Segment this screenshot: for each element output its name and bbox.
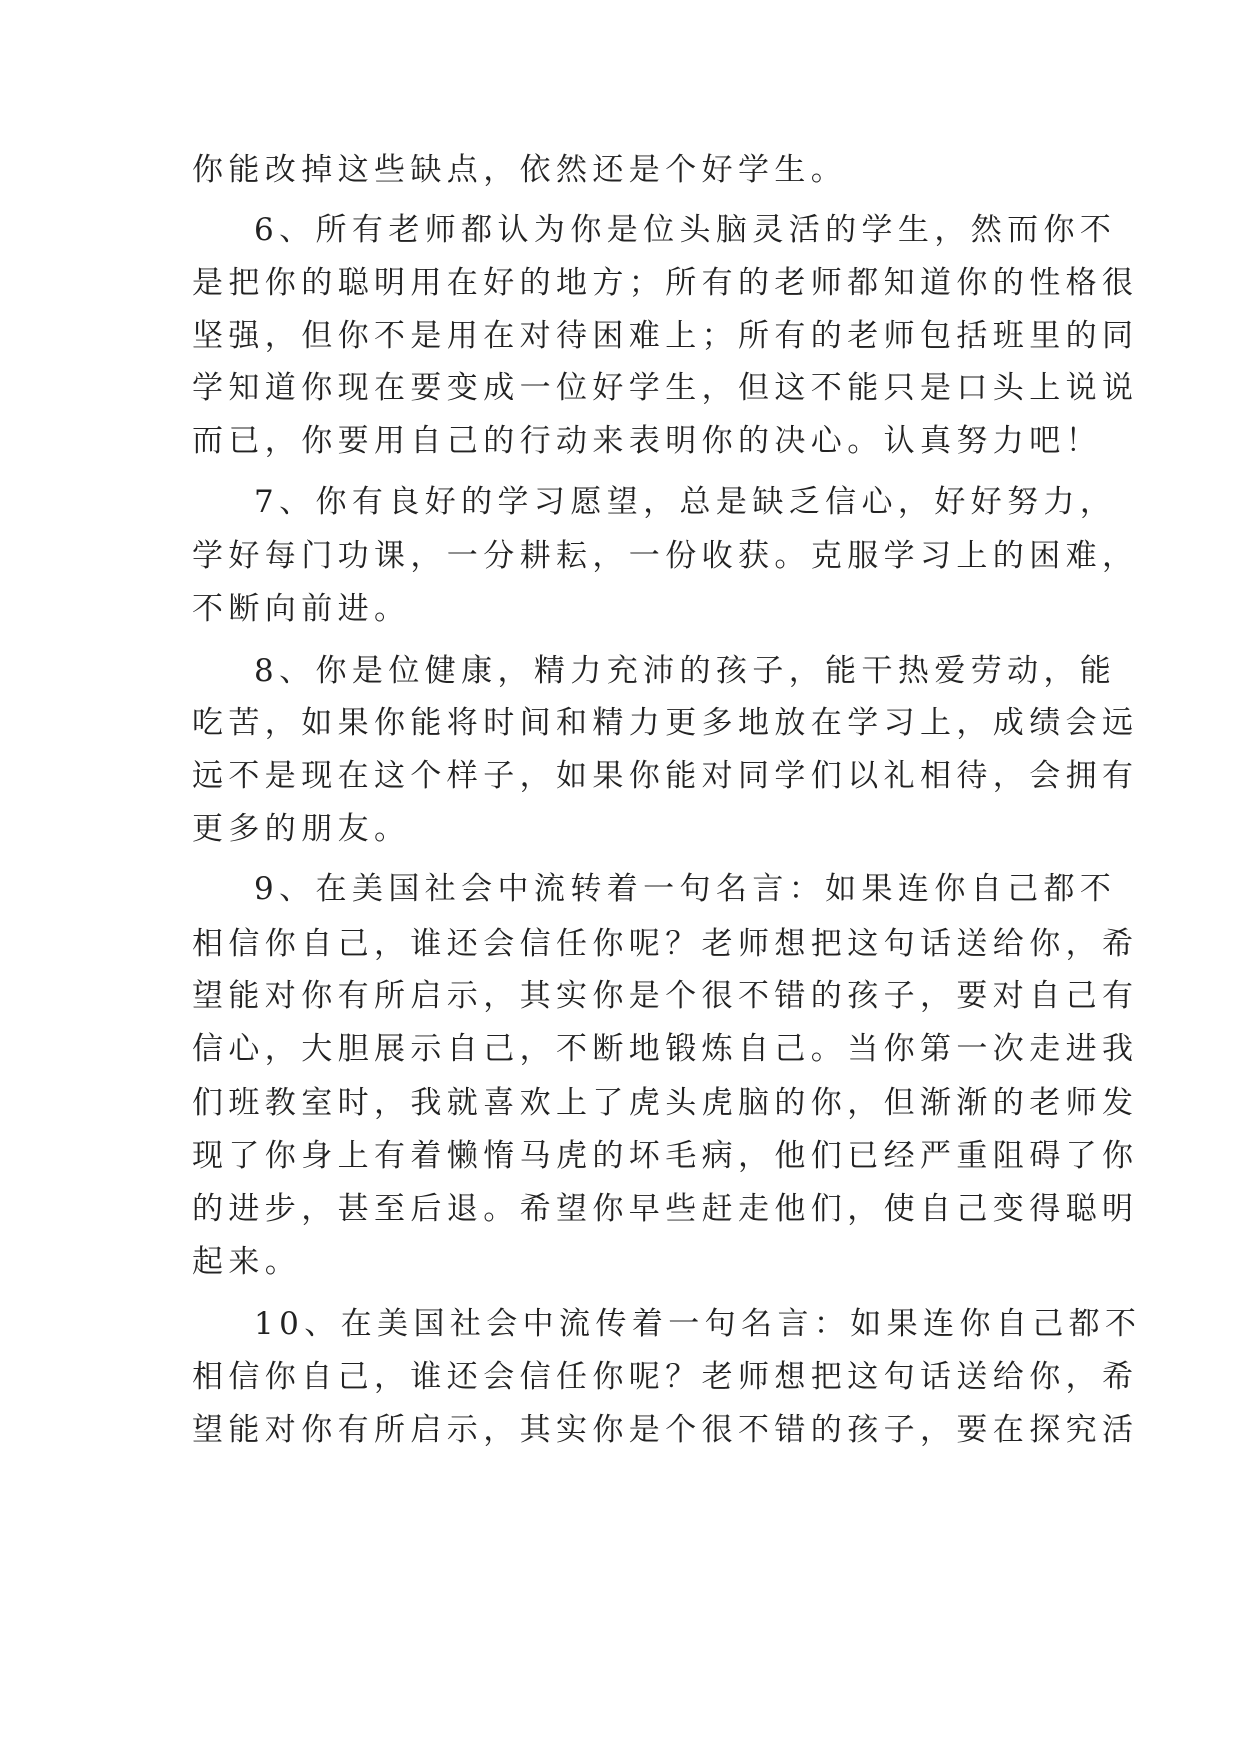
text-line: 相信你自己，谁还会信任你呢？老师想把这句话送给你，希	[192, 1359, 1139, 1395]
text-line: 相信你自己，谁还会信任你呢？老师想把这句话送给你，希	[192, 926, 1139, 962]
text-line: 不断向前进。	[192, 591, 411, 627]
text-line: 远不是现在这个样子，如果你能对同学们以礼相待，会拥有	[192, 758, 1139, 794]
paragraph-7-line: 7、你有良好的学习愿望，总是缺乏信心，好好努力，	[254, 484, 1117, 520]
text-line: 信心，大胆展示自己，不断地锻炼自己。当你第一次走进我	[192, 1031, 1139, 1067]
paragraph-10-line: 10、在美国社会中流传着一句名言：如果连你自己都不	[254, 1306, 1142, 1342]
text-line: 起来。	[192, 1244, 302, 1280]
text-line: 你能改掉这些缺点，依然还是个好学生。	[192, 152, 848, 188]
text-line: 们班教室时，我就喜欢上了虎头虎脑的你，但渐渐的老师发	[192, 1085, 1139, 1121]
text-line: 学好每门功课，一分耕耘，一份收获。克服学习上的困难，	[192, 538, 1139, 574]
text-line: 是把你的聪明用在好的地方；所有的老师都知道你的性格很	[192, 265, 1139, 301]
text-line: 而已，你要用自己的行动来表明你的决心。认真努力吧！	[192, 423, 1102, 459]
paragraph-6-line: 6、所有老师都认为你是位头脑灵活的学生，然而你不	[254, 212, 1117, 248]
text-line: 学知道你现在要变成一位好学生，但这不能只是口头上说说	[192, 370, 1139, 406]
text-line: 坚强，但你不是用在对待困难上；所有的老师包括班里的同	[192, 318, 1139, 354]
text-line: 现了你身上有着懒惰马虎的坏毛病，他们已经严重阻碍了你	[192, 1138, 1139, 1174]
text-line: 吃苦，如果你能将时间和精力更多地放在学习上，成绩会远	[192, 705, 1139, 741]
text-line: 更多的朋友。	[192, 811, 411, 847]
text-line: 的进步，甚至后退。希望你早些赶走他们，使自己变得聪明	[192, 1191, 1139, 1227]
text-line: 望能对你有所启示，其实你是个很不错的孩子，要对自己有	[192, 978, 1139, 1014]
paragraph-8-line: 8、你是位健康，精力充沛的孩子，能干热爱劳动，能	[254, 653, 1117, 689]
paragraph-9-line: 9、在美国社会中流转着一句名言：如果连你自己都不	[254, 871, 1117, 907]
text-line: 望能对你有所启示，其实你是个很不错的孩子，要在探究活	[192, 1412, 1139, 1448]
